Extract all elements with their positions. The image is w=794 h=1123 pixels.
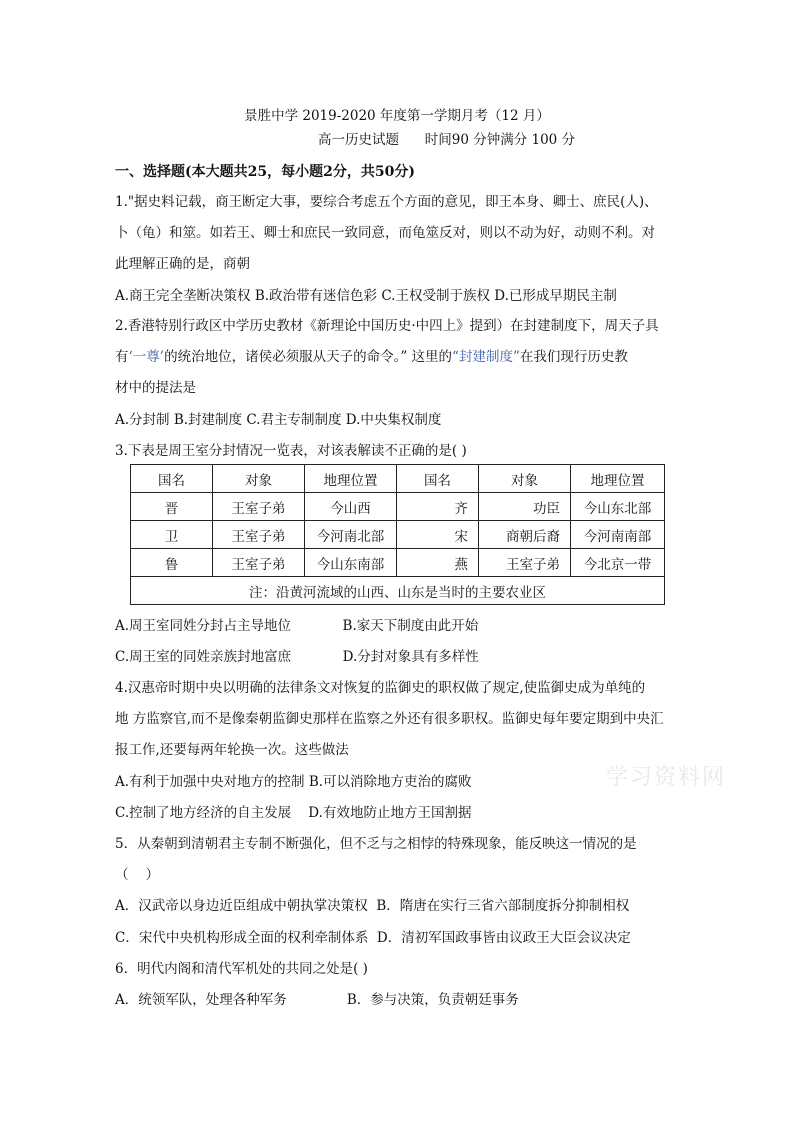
q3-options-row2: C.周王室的同姓亲族封地富庶 D.分封对象具有多样性 <box>115 649 479 665</box>
exam-title: 景胜中学 2019-2020 年度第一学期月考（12 月） <box>244 108 550 124</box>
fief-table <box>130 464 665 605</box>
q5-options-row2: C．宋代中央机构形成全面的权利牵制体系 D．清初军国政事皆由议政王大臣会议决定 <box>115 930 631 946</box>
table-cell: 今河南南部 <box>571 521 665 549</box>
q3-options-row1: A.周王室同姓分封占主导地位 B.家天下制度由此开始 <box>115 618 479 634</box>
q5-options-row1: A．汉武帝以身边近臣组成中朝执掌决策权 B．隋唐在实行三省六部制度拆分抑制相权 <box>115 898 630 914</box>
q4-line1: 4.汉惠帝时期中央以明确的法律条文对恢复的监御史的职权做了规定,使监御史成为单纯的 <box>115 680 646 696</box>
q1-line1: 1."据史料记载，商王断定大事，要综合考虑五个方面的意见，即王本身、卿士、庶民(人)、 <box>115 194 658 210</box>
table-header: 地理位置 <box>305 465 397 493</box>
table-header-row <box>131 465 665 493</box>
table-row <box>131 493 665 521</box>
q2-highlight-yizun: ‘一尊’ <box>128 349 165 365</box>
table-cell: 商朝后裔 <box>479 521 571 549</box>
q3-stem: 3.下表是周王室分封情况一览表，对该表解读不正确的是( ) <box>115 443 467 459</box>
q6-options-row1: A．统领军队，处理各种军务 B．参与决策，负责朝廷事务 <box>115 992 519 1008</box>
q2-options: A.分封制 B.封建制度 C.君主专制制度 D.中央集权制度 <box>115 412 442 428</box>
table-cell: 王室子弟 <box>213 549 305 577</box>
q2-line3: 材中的提法是 <box>115 380 196 396</box>
table-cell: 王室子弟 <box>213 521 305 549</box>
q4-options-row1: A.有利于加强中央对地方的控制 B.可以消除地方吏治的腐败 <box>115 774 472 790</box>
table-cell: 鲁 <box>131 549 213 577</box>
q2-line2-c: 在我们现行历史教 <box>519 349 628 365</box>
table-cell: 今山西 <box>305 493 397 521</box>
table-row <box>131 521 665 549</box>
table-cell: 功臣 <box>479 493 571 521</box>
table-cell: 王室子弟 <box>479 549 571 577</box>
table-cell: 今北京一带 <box>571 549 665 577</box>
table-note-row <box>131 577 665 605</box>
watermark: 学习资料网 <box>606 765 727 790</box>
q6-stem: 6．明代内阁和清代军机处的共同之处是( ) <box>115 961 368 977</box>
table-header: 地理位置 <box>571 465 665 493</box>
table-cell: 宋 <box>397 521 479 549</box>
q2-line2-b: 的统治地位，诸侯必须服从天子的命令。” 这里的 <box>164 349 453 365</box>
table-header: 对象 <box>213 465 305 493</box>
table-cell: 今山东南部 <box>305 549 397 577</box>
q2-line1: 2.香港特别行政区中学历史教材《新理论中国历史·中四上》提到）在封建制度下，周天子具 <box>115 318 659 334</box>
table-header: 国名 <box>131 465 213 493</box>
q4-line2: 地 方监察官,而不是像秦朝监御史那样在监察之外还有很多职权。监御史每年要定期到中央汇 <box>115 711 664 727</box>
q5-line1: 5．从秦朝到清朝君主专制不断强化，但不乏与之相悖的特殊现象，能反映这一情况的是 <box>115 836 637 852</box>
table-cell: 晋 <box>131 493 213 521</box>
table-cell: 王室子弟 <box>213 493 305 521</box>
q5-line2: （ ） <box>115 867 160 883</box>
table-cell: 卫 <box>131 521 213 549</box>
table-row <box>131 549 665 577</box>
table-note: 注：沿黄河流域的山西、山东是当时的主要农业区 <box>131 577 665 605</box>
table-cell: 今山东北部 <box>571 493 665 521</box>
table-cell: 燕 <box>397 549 479 577</box>
q2-line2-a: 有 <box>115 349 129 365</box>
exam-subtitle: 高一历史试题 时间90 分钟满分 100 分 <box>318 132 576 148</box>
q2-line2 <box>115 347 628 367</box>
table-cell: 齐 <box>397 493 479 521</box>
table-header: 国名 <box>397 465 479 493</box>
q1-line2: 卜（龟）和筮。如若王、卿士和庶民一致同意，而龟筮反对，则以不动为好，动则不利。对 <box>115 225 655 241</box>
q1-options: A.商王完全垄断决策权 B.政治带有迷信色彩 C.王权受制于族权 D.已形成早期民主制 <box>115 288 617 304</box>
q2-highlight-fengjian: “封建制度” <box>452 349 520 365</box>
section-title: 一、选择题(本大题共25，每小题2分，共50分) <box>115 164 415 180</box>
q4-options-row2: C.控制了地方经济的自主发展 D.有效地防止地方王国割据 <box>115 805 472 821</box>
table-header: 对象 <box>479 465 571 493</box>
table-cell: 今河南北部 <box>305 521 397 549</box>
q1-line3: 此理解正确的是，商朝 <box>115 256 250 272</box>
q4-line3: 报工作,还要每两年轮换一次。这些做法 <box>115 742 349 758</box>
